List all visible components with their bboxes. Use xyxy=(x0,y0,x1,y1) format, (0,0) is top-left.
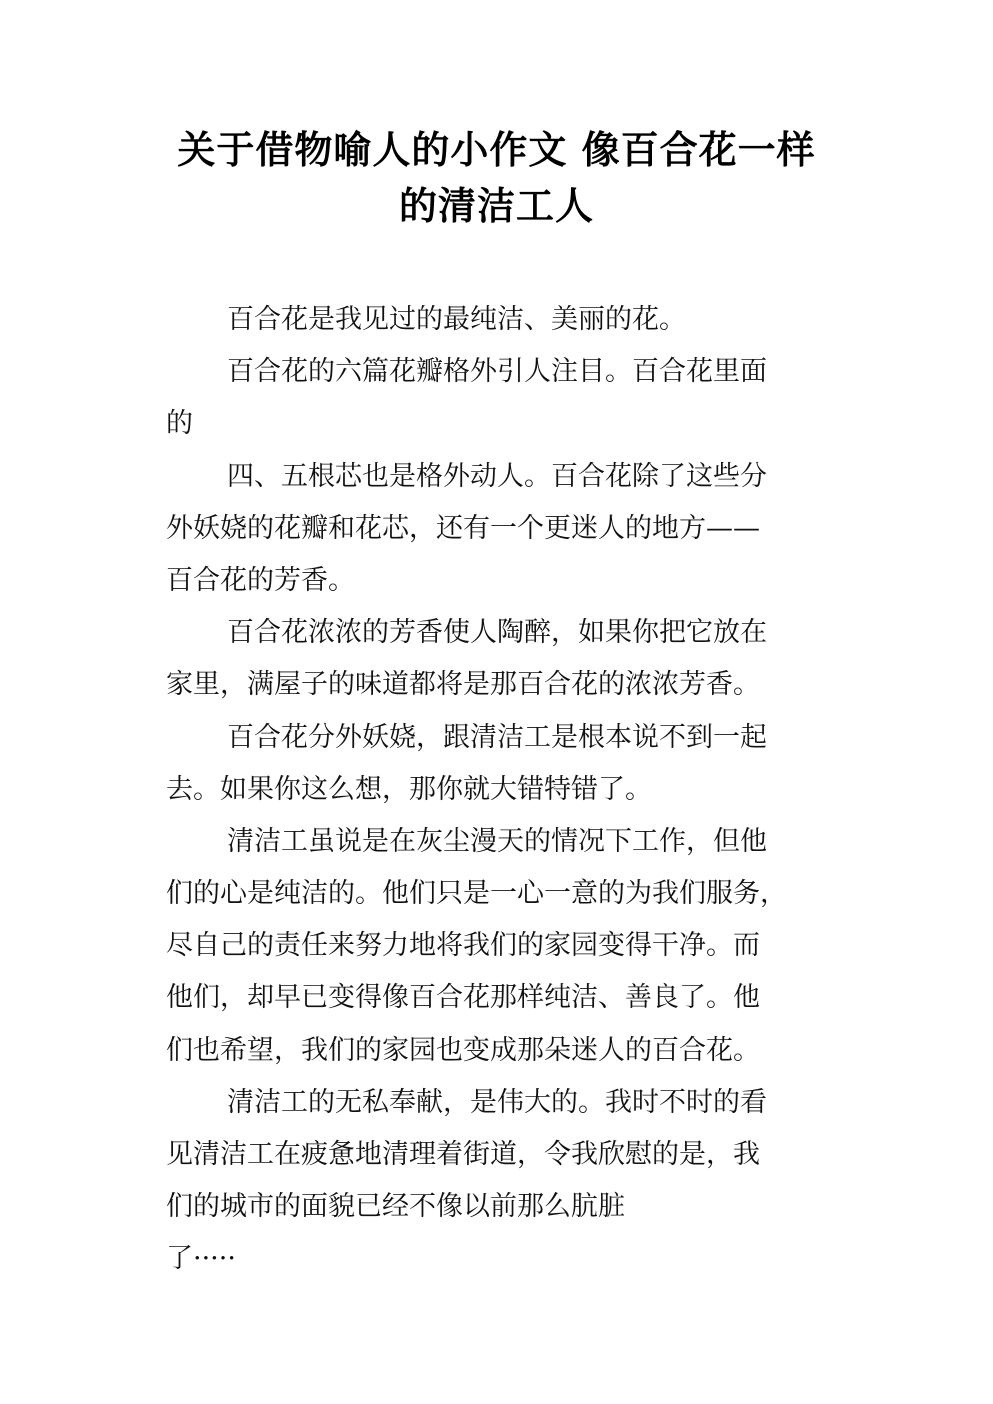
body-line: 清洁工的无私奉献，是伟大的。我时不时的看 xyxy=(227,1086,767,1118)
body-line: 家里，满屋子的味道都将是那百合花的浓浓芳香。 xyxy=(166,669,760,701)
body-line: 百合花浓浓的芳香使人陶醉，如果你把它放在 xyxy=(227,617,767,649)
body-line: 百合花是我见过的最纯洁、美丽的花。 xyxy=(227,304,686,335)
document-body xyxy=(166,294,828,1286)
body-line: 的 xyxy=(166,408,193,440)
title-line-2: 的清洁工人 xyxy=(398,184,594,228)
body-line: 百合花的芳香。 xyxy=(166,564,355,596)
body-line: 外妖娆的花瓣和花芯，还有一个更迷人的地方—— xyxy=(166,512,760,544)
body-line: 们的心是纯洁的。他们只是一心一意的为我们服务， xyxy=(166,878,787,910)
body-line: 清洁工虽说是在灰尘漫天的情况下工作，但他 xyxy=(227,825,767,857)
body-line: 他们，却早已变得像百合花那样纯洁、善良了。他 xyxy=(166,982,760,1014)
body-line: 百合花的六篇花瓣格外引人注目。百合花里面 xyxy=(227,356,767,388)
body-line: 们的城市的面貌已经不像以前那么肮脏 xyxy=(166,1191,625,1223)
body-line: 们也希望，我们的家园也变成那朵迷人的百合花。 xyxy=(166,1034,760,1066)
body-line: 见清洁工在疲惫地清理着街道，令我欣慰的是，我 xyxy=(166,1139,760,1170)
body-line: 尽自己的责任来努力地将我们的家园变得干净。而 xyxy=(166,930,760,962)
title-line-1: 关于借物喻人的小作文 像百合花一样 xyxy=(177,128,816,172)
body-line: 四、五根芯也是格外动人。百合花除了这些分 xyxy=(227,460,767,492)
body-line: 去。如果你这么想，那你就大错特错了。 xyxy=(166,773,652,805)
document-title xyxy=(160,122,833,234)
body-line: 了····· xyxy=(166,1243,236,1275)
body-line: 百合花分外妖娆，跟清洁工是根本说不到一起 xyxy=(227,721,767,753)
